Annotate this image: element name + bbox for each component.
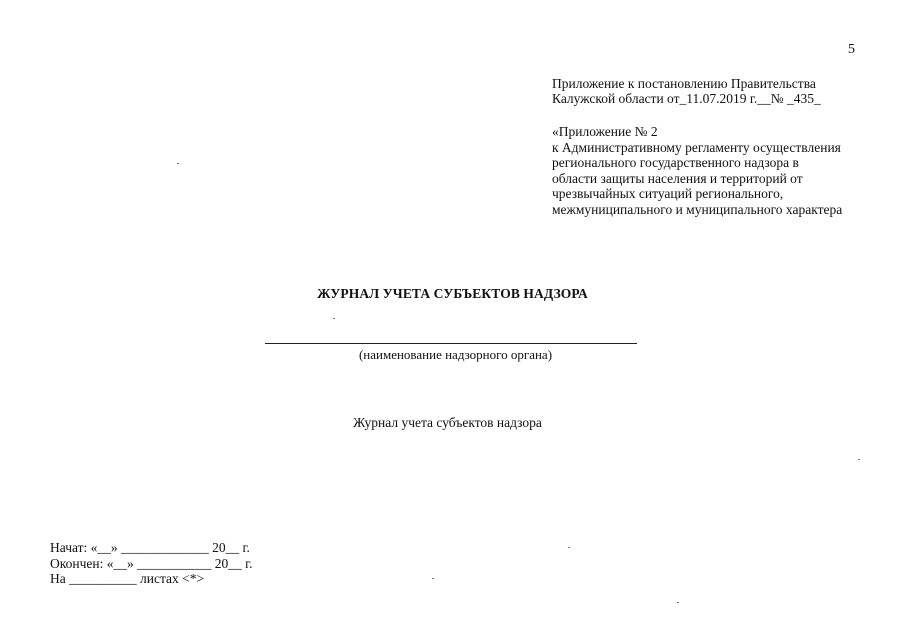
appendix-line-6: межмуниципального и муниципального характера xyxy=(552,201,843,217)
org-name-caption-text: (наименование надзорного органа) xyxy=(358,347,553,362)
document-title-text: ЖУРНАЛ УЧЕТА СУБЪЕКТОВ НАДЗОРА xyxy=(317,286,588,301)
started-date-field: Начат: «__» _____________ 20__ г. xyxy=(50,540,250,555)
journal-period-fields xyxy=(50,540,253,587)
page-number: 5 xyxy=(848,42,855,57)
document-title xyxy=(0,286,905,302)
scan-speck xyxy=(177,163,179,164)
scan-speck xyxy=(858,459,860,460)
appendix-line-3: регионального государственного надзора в xyxy=(552,155,799,170)
scan-speck xyxy=(333,318,335,319)
appendix-block xyxy=(552,124,842,217)
org-name-caption xyxy=(0,347,905,363)
scan-speck xyxy=(568,547,570,548)
sheets-count-field: На __________ листах <*> xyxy=(50,571,205,586)
appendix-line-2: к Административному регламенту осуществления xyxy=(552,139,841,155)
org-name-underline xyxy=(265,343,637,344)
approval-line-2: Калужской области от_11.07.2019 г.__№ _435_ xyxy=(552,91,821,106)
scan-speck xyxy=(432,578,434,579)
journal-subtitle xyxy=(0,415,905,431)
appendix-line-1: «Приложение № 2 xyxy=(552,124,658,139)
finished-date-field: Окончен: «__» ___________ 20__ г. xyxy=(50,555,253,571)
appendix-line-4: области защиты населения и территорий от xyxy=(552,170,803,186)
approval-block xyxy=(552,76,821,106)
journal-subtitle-text: Журнал учета субъектов надзора xyxy=(353,415,542,430)
appendix-line-5: чрезвычайных ситуаций регионального, xyxy=(552,186,784,201)
approval-line-1: Приложение к постановлению Правительства xyxy=(552,76,816,91)
scan-speck xyxy=(677,602,679,603)
